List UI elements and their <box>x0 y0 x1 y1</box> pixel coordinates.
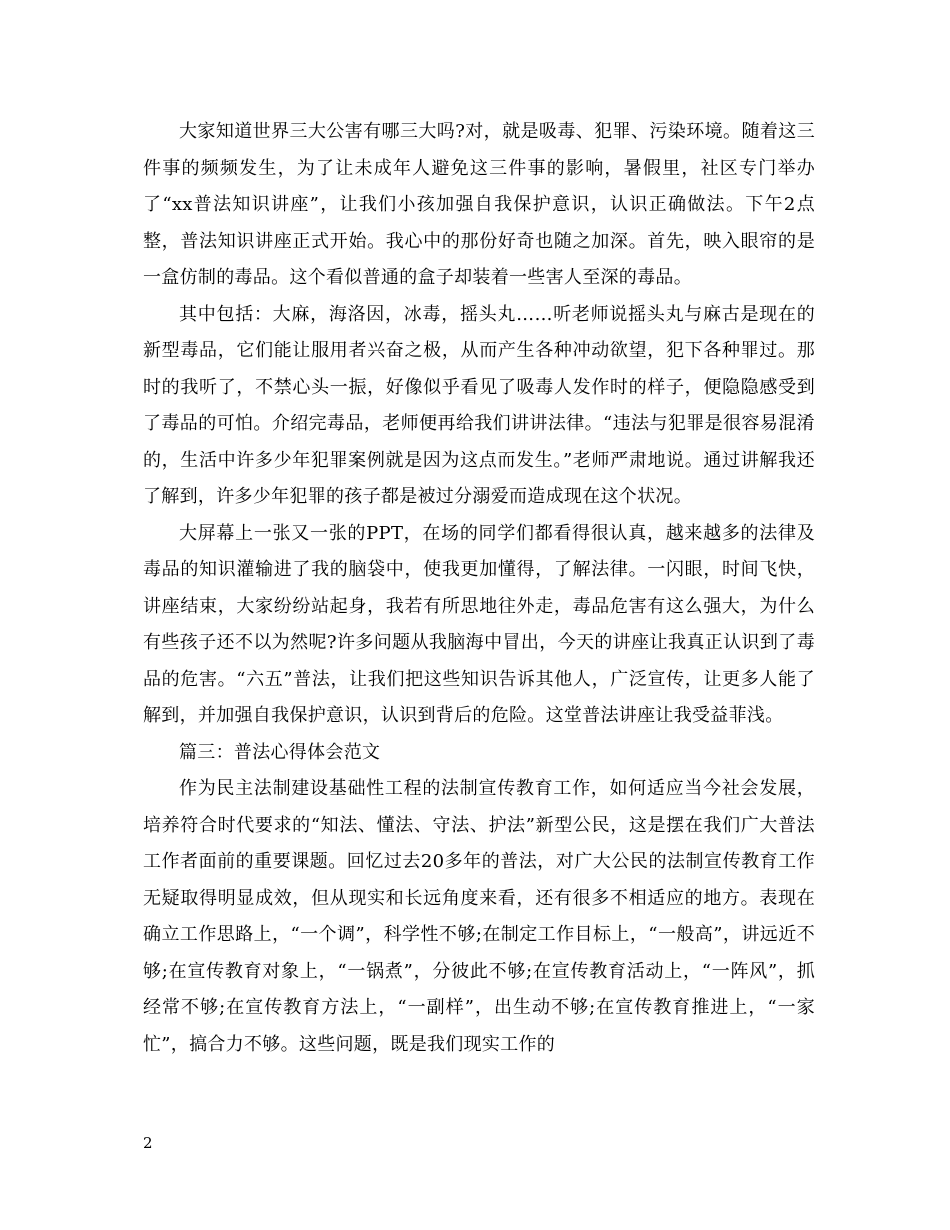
paragraph-drug-types: 其中包括：大麻，海洛因，冰毒，摇头丸……听老师说摇头丸与麻古是现在的新型毒品，它们能让服用者兴奋之极，从而产生各种冲动欲望，犯下各种罪过。那时的我听了，不禁心头一振，好像似乎看见了吸毒人发作时的样子，便隐隐感受到了毒品的可怕。介绍完毒品，老师便再给我们讲讲法律。“违法与犯罪是很容易混淆的，生活中许多少年犯罪案例就是因为这点而发生。”老师严肃地说。通过讲解我还了解到，许多少年犯罪的孩子都是被过分溺爱而造成现在这个状况。 <box>143 303 815 507</box>
section-heading-part-three: 篇三：普法心得体会范文 <box>179 741 381 763</box>
paragraph-drug-lecture-intro: 大家知道世界三大公害有哪三大吗?对，就是吸毒、犯罪、污染环境。随着这三件事的频频发生，为了让未成年人避免这三件事的影响，暑假里，社区专门举办了“xx普法知识讲座”，让我们小孩加强自我保护意识，认识正确做法。下午2点整，普法知识讲座正式开始。我心中的那份好奇也随之加深。首先，映入眼帘的是一盒仿制的毒品。这个看似普通的盒子却装着一些害人至深的毒品。 <box>143 121 815 288</box>
page-number: 2 <box>143 1134 153 1152</box>
paragraph-legal-education: 作为民主法制建设基础性工程的法制宣传教育工作，如何适应当今社会发展，培养符合时代要求的“知法、懂法、守法、护法”新型公民，这是摆在我们广大普法工作者面前的重要课题。回忆过去20多年的普法，对广大公民的法制宣传教育工作无疑取得明显成效，但从现实和长远角度来看，还有很多不相适应的地方。表现在确立工作思路上，“一个调”，科学性不够;在制定工作目标上，“一般高”，讲远近不够;在宣传教育对象上，“一锅煮”，分彼此不够;在宣传教育活动上，“一阵风”，抓经常不够;在宣传教育方法上，“一副样”，出生动不够;在宣传教育推进上，“一家忙”，搞合力不够。这些问题，既是我们现实工作的 <box>143 778 815 1055</box>
document-body <box>143 114 815 1063</box>
paragraph-lecture-reflection: 大屏幕上一张又一张的PPT，在场的同学们都看得很认真，越来越多的法律及毒品的知识灌输进了我的脑袋中，使我更加懂得，了解法律。一闪眼，时间飞快，讲座结束，大家纷纷站起身，我若有所思地往外走，毒品危害有这么强大，为什么有些孩子还不以为然呢?许多问题从我脑海中冒出，今天的讲座让我真正认识到了毒品的危害。“六五”普法，让我们把这些知识告诉其他人，广泛宣传，让更多人能了解到，并加强自我保护意识，认识到背后的危险。这堂普法讲座让我受益菲浅。 <box>143 522 815 726</box>
